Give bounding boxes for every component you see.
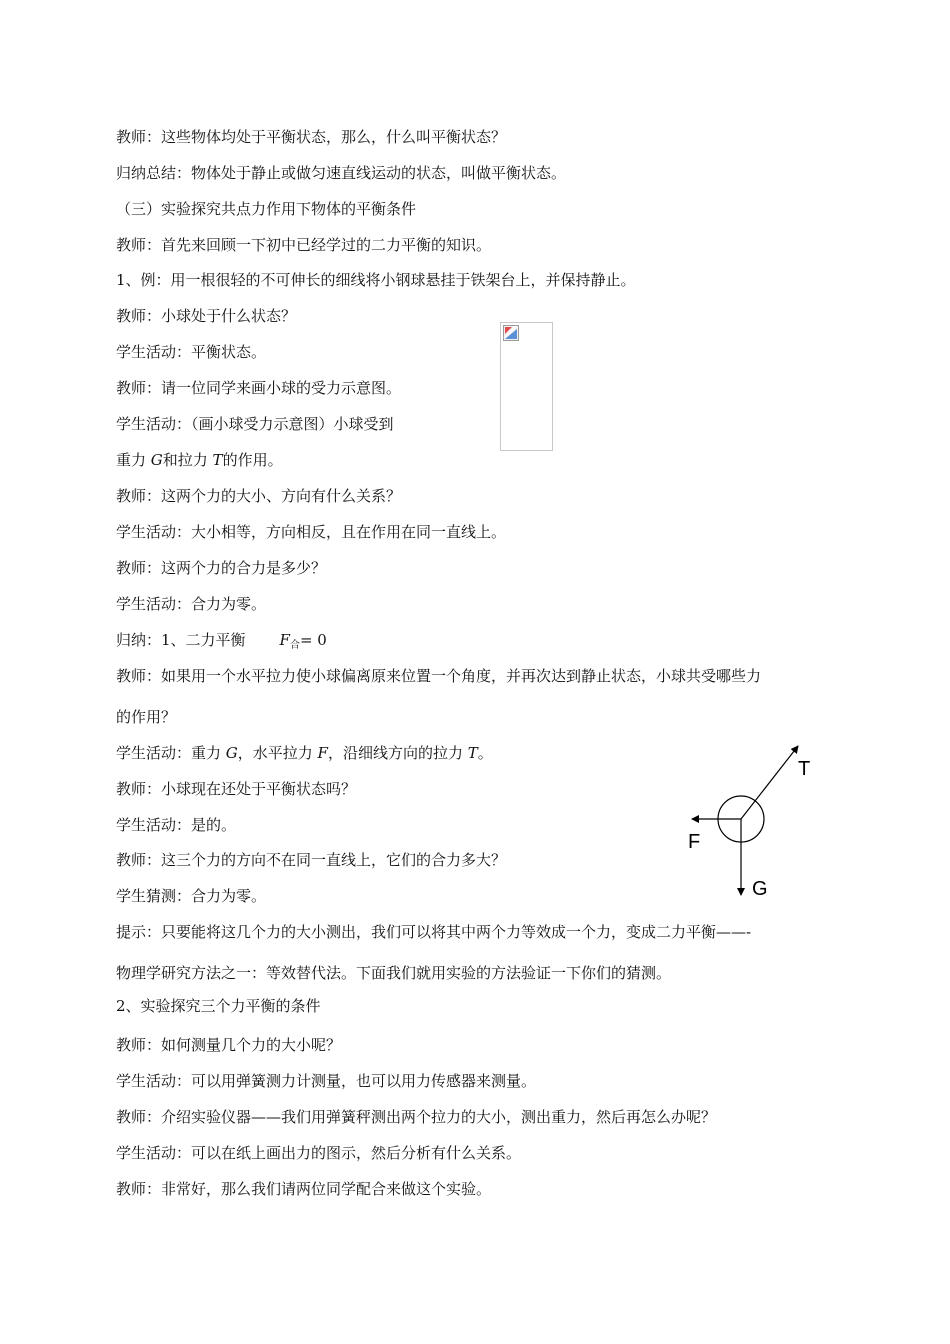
- student-forces-a: 学生活动：重力: [116, 744, 226, 762]
- text-line: 学生活动：平衡状态。: [116, 343, 267, 361]
- section-heading: 2、实验探究三个力平衡的条件: [116, 997, 321, 1015]
- text-line: 教师：小球现在还处于平衡状态吗？: [116, 780, 357, 798]
- text-line: 学生猜测：合力为零。: [116, 887, 267, 905]
- text-line: 教师：这些物体均处于平衡状态，那么，什么叫平衡状态？: [116, 128, 507, 146]
- text-line: 教师：这两个力的合力是多少？: [116, 559, 327, 577]
- hint-line: 提示：只要能将这几个力的大小测出，我们可以将其中两个力等效成一个力，变成二力平衡——-: [116, 923, 752, 941]
- text-line: 教师：如何测量几个力的大小呢？: [116, 1036, 342, 1054]
- forces-mid: 和拉力: [162, 451, 213, 469]
- text-line: 1、例：用一根很轻的不可伸长的细线将小钢球悬挂于铁架台上，并保持静止。: [116, 271, 636, 289]
- equals-zero: = 0: [299, 631, 327, 649]
- text-line: 的作用？: [116, 708, 177, 726]
- symbol-g: G: [225, 744, 238, 762]
- student-forces-c: ，沿细线方向的拉力: [327, 744, 468, 762]
- forces-pre: 重力: [116, 451, 151, 469]
- student-forces-b: ，水平拉力: [237, 744, 318, 762]
- summary-text: 归纳：1、二力平衡: [116, 631, 246, 649]
- text-line: 教师：介绍实验仪器——我们用弹簧秤测出两个拉力的大小，测出重力，然后再怎么办呢？: [116, 1108, 717, 1126]
- label-t: T: [798, 758, 811, 780]
- tension-arrow: [741, 746, 798, 819]
- text-line: 学生活动：可以在纸上画出力的图示，然后分析有什么关系。: [116, 1144, 522, 1162]
- text-line: 教师：小球处于什么状态？: [116, 307, 297, 325]
- text-line: 教师：这三个力的方向不在同一直线上，它们的合力多大？: [116, 851, 507, 869]
- symbol-f: F: [279, 631, 290, 649]
- symbol-t: T: [212, 451, 223, 469]
- student-forces-line: [116, 743, 493, 763]
- forces-line: [116, 450, 283, 470]
- text-line: 教师：请一位同学来画小球的受力示意图。: [116, 379, 402, 397]
- section-heading: （三）实验探究共点力作用下物体的平衡条件: [116, 200, 417, 218]
- text-line: 学生活动：（画小球受力示意图）小球受到: [116, 415, 394, 433]
- text-line: 学生活动：可以用弹簧测力计测量，也可以用力传感器来测量。: [116, 1072, 537, 1090]
- broken-image-frame: [500, 322, 553, 451]
- force-diagram: [680, 738, 820, 908]
- label-g: G: [752, 878, 768, 900]
- text-line: 学生活动：大小相等，方向相反，且在作用在同一直线上。: [116, 523, 507, 541]
- symbol-t: T: [467, 744, 478, 762]
- text-line: 教师：这两个力的大小、方向有什么关系？: [116, 487, 402, 505]
- subscript-he: 合: [289, 640, 300, 651]
- text-line: 教师：非常好，那么我们请两位同学配合来做这个实验。: [116, 1180, 492, 1198]
- forces-post: 的作用。: [222, 451, 283, 469]
- text-line: 教师：如果用一个水平拉力使小球偏离原来位置一个角度，并再次达到静止状态，小球共受哪些力: [116, 667, 762, 685]
- broken-image-icon: [503, 325, 519, 341]
- text-line: 学生活动：是的。: [116, 816, 237, 834]
- symbol-g: G: [150, 451, 163, 469]
- text-line: 教师：首先来回顾一下初中已经学过的二力平衡的知识。: [116, 236, 492, 254]
- summary-line: [116, 630, 327, 653]
- text-line: 物理学研究方法之一：等效替代法。下面我们就用实验的方法验证一下你们的猜测。: [116, 964, 672, 982]
- text-line: 学生活动：合力为零。: [116, 595, 267, 613]
- label-f: F: [688, 831, 701, 853]
- student-forces-d: 。: [477, 744, 493, 762]
- text-line: 归纳总结：物体处于静止或做匀速直线运动的状态，叫做平衡状态。: [116, 164, 567, 182]
- symbol-f: F: [317, 744, 328, 762]
